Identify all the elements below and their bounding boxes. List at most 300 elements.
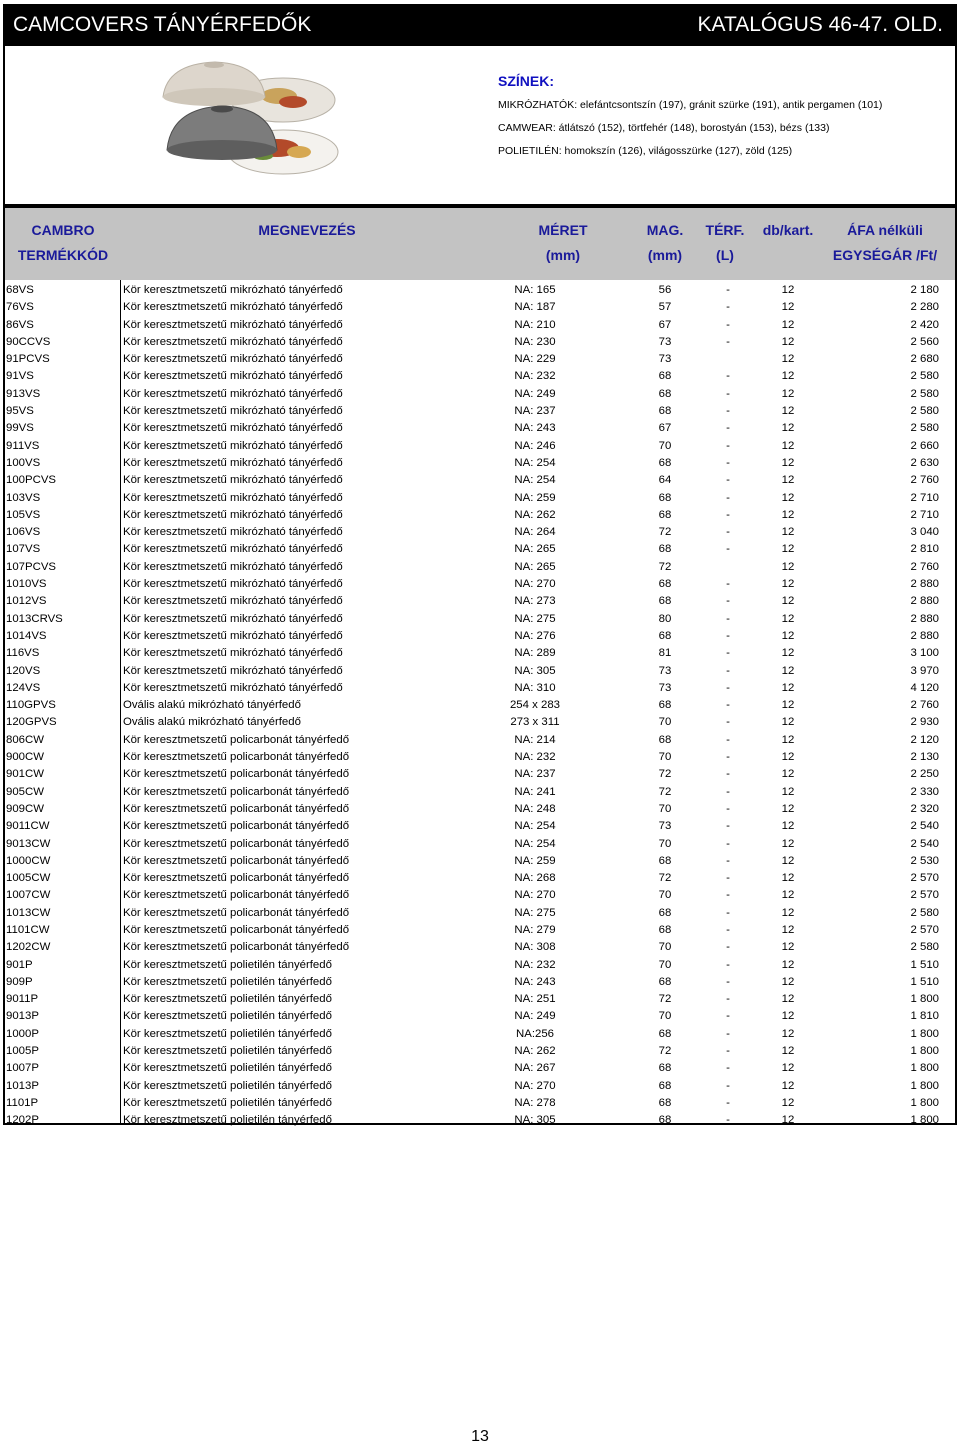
cell-vol: -	[726, 716, 730, 729]
cell-price: 2 540	[910, 820, 939, 833]
cell-price: 2 570	[910, 923, 939, 936]
cell-height: 73	[658, 820, 672, 833]
cell-vol: -	[726, 768, 730, 781]
cell-size: NA: 232	[514, 370, 556, 383]
cell-vol: -	[726, 387, 730, 400]
cell-qty: 12	[781, 578, 795, 591]
cell-qty: 12	[781, 1027, 795, 1040]
cell-height: 70	[658, 439, 672, 452]
cell-size: NA: 275	[514, 612, 556, 625]
cell-size: NA: 289	[514, 647, 556, 660]
table-row	[5, 680, 955, 697]
cell-name: Kör keresztmetszetű policarbonát tányérfedő	[123, 837, 350, 850]
header-price: ÁFA nélküli EGYSÉGÁR /Ft/	[832, 222, 938, 263]
cell-size: NA: 268	[514, 872, 556, 885]
cell-code: 124VS	[6, 681, 41, 694]
cell-name: Kör keresztmetszetű polietilén tányérfedő	[123, 975, 332, 988]
cell-price: 2 420	[910, 318, 939, 331]
cell-code: 91PCVS	[6, 353, 50, 366]
cell-name: Kör keresztmetszetű mikrózható tányérfedő	[123, 578, 343, 591]
cell-size: NA: 165	[514, 284, 556, 296]
cell-qty: 12	[781, 664, 795, 677]
cell-price: 1 800	[910, 1027, 939, 1040]
cell-qty: 12	[781, 1079, 795, 1092]
table-rows	[5, 282, 955, 1130]
table-row	[5, 1095, 955, 1112]
cell-code: 86VS	[6, 318, 34, 331]
plate-cover-image	[153, 52, 343, 182]
cell-size: NA:256	[516, 1027, 554, 1040]
cell-price: 4 120	[910, 681, 939, 694]
cell-qty: 12	[781, 906, 795, 919]
table-row	[5, 1008, 955, 1025]
cell-price: 2 580	[910, 387, 939, 400]
cell-size: NA: 265	[514, 560, 556, 573]
cell-name: Kör keresztmetszetű mikrózható tányérfedő	[123, 387, 343, 400]
cell-name: Kör keresztmetszetű polietilén tányérfedő	[123, 1062, 332, 1075]
cell-code: 9011CW	[6, 820, 50, 833]
table-row	[5, 576, 955, 593]
table-row	[5, 818, 955, 835]
cell-price: 2 530	[910, 854, 939, 867]
table-row	[5, 905, 955, 922]
cell-qty: 12	[781, 768, 795, 781]
cell-qty: 12	[781, 335, 795, 348]
cell-name: Kör keresztmetszetű mikrózható tányérfedő	[123, 422, 343, 435]
cell-qty: 12	[781, 543, 795, 556]
cell-qty: 12	[781, 820, 795, 833]
table-row	[5, 541, 955, 558]
cell-size: NA: 273	[514, 595, 556, 608]
table-row	[5, 472, 955, 489]
cell-price: 2 540	[910, 837, 939, 850]
cell-height: 68	[658, 370, 672, 383]
cell-qty: 12	[781, 1045, 795, 1058]
cell-name: Kör keresztmetszetű polietilén tányérfedő	[123, 1010, 332, 1023]
cell-size: 254 x 283	[509, 699, 561, 712]
cell-height: 68	[658, 1062, 672, 1075]
cell-size: NA: 237	[514, 405, 556, 418]
cell-qty: 12	[781, 1114, 795, 1127]
table-row	[5, 974, 955, 991]
cell-size: NA: 232	[514, 958, 556, 971]
cell-code: 900CW	[6, 751, 44, 764]
table-row	[5, 784, 955, 801]
cell-price: 2 760	[910, 699, 939, 712]
cell-qty: 12	[781, 751, 795, 764]
table-row	[5, 766, 955, 783]
cell-height: 70	[658, 751, 672, 764]
cell-code: 1014VS	[6, 629, 47, 642]
cell-price: 2 580	[910, 941, 939, 954]
table-row	[5, 368, 955, 385]
cell-qty: 12	[781, 958, 795, 971]
cell-size: NA: 259	[514, 491, 556, 504]
cell-vol: -	[726, 681, 730, 694]
cell-name: Kör keresztmetszetű polietilén tányérfedő	[123, 993, 332, 1006]
cell-name: Kör keresztmetszetű mikrózható tányérfedő	[123, 284, 343, 296]
cell-vol: -	[726, 491, 730, 504]
cell-qty: 12	[781, 595, 795, 608]
cell-name: Kör keresztmetszetű mikrózható tányérfedő	[123, 301, 343, 314]
cell-height: 68	[658, 508, 672, 521]
cell-size: NA: 243	[514, 975, 556, 988]
cell-qty: 12	[781, 716, 795, 729]
cell-price: 2 880	[910, 578, 939, 591]
cell-height: 73	[658, 681, 672, 694]
cell-code: 1005CW	[6, 872, 51, 885]
cell-size: NA: 276	[514, 629, 556, 642]
cell-qty: 12	[781, 284, 795, 296]
cell-height: 81	[658, 647, 672, 660]
title-bar	[3, 4, 957, 46]
table-row	[5, 490, 955, 507]
cell-height: 68	[658, 1079, 672, 1092]
cell-price: 1 810	[910, 1010, 939, 1023]
cell-height: 64	[658, 474, 672, 487]
cell-size: NA: 305	[514, 664, 556, 677]
cell-price: 1 800	[910, 1114, 939, 1127]
cell-code: 901CW	[6, 768, 44, 781]
cell-size: NA: 308	[514, 941, 556, 954]
cell-price: 2 320	[910, 802, 939, 815]
cell-name: Kör keresztmetszetű polietilén tányérfedő	[123, 1045, 332, 1058]
cell-height: 68	[658, 405, 672, 418]
cell-vol: -	[726, 975, 730, 988]
cell-name: Kör keresztmetszetű policarbonát tányérfedő	[123, 768, 350, 781]
cell-code: 1007CW	[6, 889, 51, 902]
table-row	[5, 957, 955, 974]
cell-code: 1000CW	[6, 854, 51, 867]
table-row	[5, 853, 955, 870]
cell-code: 68VS	[6, 284, 34, 296]
cell-qty: 12	[781, 647, 795, 660]
cell-qty: 12	[781, 854, 795, 867]
cell-price: 2 180	[910, 284, 939, 296]
cell-qty: 12	[781, 681, 795, 694]
table-row	[5, 1043, 955, 1060]
cell-qty: 12	[781, 318, 795, 331]
cell-qty: 12	[781, 802, 795, 815]
cell-code: 806CW	[6, 733, 44, 746]
cell-vol: -	[726, 439, 730, 452]
table-row	[5, 1060, 955, 1077]
cell-height: 68	[658, 543, 672, 556]
cell-qty: 12	[781, 422, 795, 435]
table-row	[5, 455, 955, 472]
cell-vol: -	[726, 1062, 730, 1075]
cell-size: NA: 264	[514, 526, 556, 539]
cell-code: 1101CW	[6, 923, 50, 936]
cell-height: 56	[658, 284, 672, 296]
cell-size: NA: 237	[514, 768, 556, 781]
cell-code: 9013CW	[6, 837, 51, 850]
cell-code: 105VS	[6, 508, 41, 521]
cell-vol: -	[726, 1027, 730, 1040]
colors-section	[498, 70, 882, 163]
cell-vol: -	[726, 543, 730, 556]
table-row	[5, 1026, 955, 1043]
table-row	[5, 663, 955, 680]
cell-qty: 12	[781, 439, 795, 452]
table-row	[5, 299, 955, 316]
cell-vol: -	[726, 785, 730, 798]
cell-height: 68	[658, 854, 672, 867]
cell-vol: -	[726, 1045, 730, 1058]
table-row	[5, 386, 955, 403]
table-row	[5, 1112, 955, 1129]
cell-height: 72	[658, 560, 672, 573]
cell-size: NA: 270	[514, 578, 556, 591]
cell-size: NA: 270	[514, 889, 556, 902]
cell-height: 68	[658, 578, 672, 591]
cell-size: NA: 210	[514, 318, 556, 331]
table-row	[5, 438, 955, 455]
cell-price: 2 630	[910, 456, 939, 469]
cell-vol: -	[726, 370, 730, 383]
cell-price: 1 800	[910, 1079, 939, 1092]
table-row	[5, 1078, 955, 1095]
cell-qty: 12	[781, 353, 795, 366]
cell-qty: 12	[781, 785, 795, 798]
cell-price: 2 580	[910, 370, 939, 383]
cell-height: 68	[658, 387, 672, 400]
cell-price: 2 580	[910, 906, 939, 919]
cell-height: 68	[658, 456, 672, 469]
cell-height: 72	[658, 993, 672, 1006]
cell-size: 273 x 311	[510, 716, 560, 729]
cell-size: NA: 305	[514, 1114, 556, 1127]
cell-vol: -	[726, 1096, 730, 1109]
header-name: MEGNEVEZÉS	[258, 222, 356, 238]
cell-code: 120GPVS	[6, 716, 57, 729]
table-row	[5, 334, 955, 351]
colors-line-camwear: CAMWEAR: átlátszó (152), törtfehér (148), borostyán (153), bézs (133)	[498, 122, 830, 134]
cell-vol: -	[726, 958, 730, 971]
page-title: CAMCOVERS TÁNYÉRFEDŐK	[13, 13, 312, 36]
cell-size: NA: 241	[514, 785, 556, 798]
cell-height: 70	[658, 958, 672, 971]
cell-vol: -	[726, 941, 730, 954]
cell-vol: -	[726, 456, 730, 469]
cell-name: Kör keresztmetszetű policarbonát tányérfedő	[123, 751, 350, 764]
cell-height: 73	[658, 335, 672, 348]
table-row	[5, 870, 955, 887]
cell-size: NA: 310	[514, 681, 556, 694]
cell-name: Ovális alakú mikrózható tányérfedő	[123, 699, 301, 712]
cell-name: Kör keresztmetszetű mikrózható tányérfedő	[123, 491, 343, 504]
cell-height: 68	[658, 923, 672, 936]
cell-qty: 12	[781, 301, 795, 314]
cell-qty: 12	[781, 872, 795, 885]
cell-name: Kör keresztmetszetű mikrózható tányérfedő	[123, 681, 343, 694]
cell-size: NA: 248	[514, 802, 556, 815]
cell-height: 68	[658, 629, 672, 642]
table-row	[5, 351, 955, 368]
cell-vol: -	[726, 854, 730, 867]
cell-height: 72	[658, 1045, 672, 1058]
cell-vol: -	[726, 526, 730, 539]
cell-price: 1 510	[910, 958, 939, 971]
cell-qty: 12	[781, 560, 795, 573]
cell-name: Kör keresztmetszetű policarbonát tányérfedő	[123, 802, 350, 815]
cell-price: 2 880	[910, 629, 939, 642]
cell-name: Kör keresztmetszetű polietilén tányérfedő	[123, 1027, 332, 1040]
cell-vol: -	[726, 612, 730, 625]
cell-name: Kör keresztmetszetű polietilén tányérfedő	[123, 958, 332, 971]
cell-code: 107VS	[6, 543, 41, 556]
cell-qty: 12	[781, 941, 795, 954]
cell-height: 72	[658, 872, 672, 885]
table-row	[5, 732, 955, 749]
cell-vol: -	[726, 578, 730, 591]
cell-name: Kör keresztmetszetű mikrózható tányérfedő	[123, 664, 343, 677]
table-row	[5, 836, 955, 853]
cell-vol: -	[726, 318, 730, 331]
cell-name: Kör keresztmetszetű mikrózható tányérfedő	[123, 370, 343, 383]
cell-vol: -	[726, 335, 730, 348]
cell-code: 116VS	[6, 647, 40, 660]
table-row	[5, 645, 955, 662]
cell-qty: 12	[781, 699, 795, 712]
cell-price: 1 800	[910, 1096, 939, 1109]
cell-price: 2 880	[910, 612, 939, 625]
cell-vol: -	[726, 837, 730, 850]
cell-price: 2 560	[910, 335, 939, 348]
table-row	[5, 749, 955, 766]
header-size: MÉRET (mm)	[538, 222, 588, 263]
cell-price: 1 510	[910, 975, 939, 988]
cell-price: 2 930	[910, 716, 939, 729]
cell-price: 2 680	[910, 353, 939, 366]
cell-price: 2 130	[910, 751, 939, 764]
cell-qty: 12	[781, 629, 795, 642]
table-row	[5, 559, 955, 576]
cell-qty: 12	[781, 491, 795, 504]
cell-height: 70	[658, 716, 672, 729]
cell-code: 103VS	[6, 491, 41, 504]
cell-vol: -	[726, 664, 730, 677]
cell-qty: 12	[781, 1096, 795, 1109]
cell-code: 1007P	[6, 1062, 39, 1075]
cell-name: Kör keresztmetszetű polietilén tányérfedő	[123, 1079, 332, 1092]
colors-line-polyethylene: POLIETILÉN: homokszín (126), világosszürke (127), zöld (125)	[498, 145, 793, 157]
cell-price: 2 570	[910, 872, 939, 885]
cell-code: 905CW	[6, 785, 44, 798]
cell-price: 2 280	[910, 301, 939, 314]
cell-name: Kör keresztmetszetű mikrózható tányérfedő	[123, 318, 343, 331]
cell-code: 1005P	[6, 1045, 39, 1058]
cell-vol: -	[726, 405, 730, 418]
table-row	[5, 593, 955, 610]
table-row	[5, 922, 955, 939]
cell-vol: -	[726, 872, 730, 885]
cell-qty: 12	[781, 612, 795, 625]
cell-vol: -	[726, 751, 730, 764]
header-divider	[3, 266, 957, 280]
cell-vol: -	[726, 1010, 730, 1023]
cell-price: 1 800	[910, 1045, 939, 1058]
cell-code: 100VS	[6, 456, 41, 469]
cell-price: 2 330	[910, 785, 939, 798]
cell-name: Kör keresztmetszetű policarbonát tányérfedő	[123, 941, 350, 954]
cell-name: Kör keresztmetszetű polietilén tányérfedő	[123, 1114, 332, 1127]
cell-height: 68	[658, 1027, 672, 1040]
cell-price: 2 660	[910, 439, 939, 452]
cell-code: 9013P	[6, 1010, 39, 1023]
cell-code: 1010VS	[6, 578, 47, 591]
cell-price: 2 710	[910, 491, 939, 504]
cell-name: Kör keresztmetszetű mikrózható tányérfedő	[123, 439, 343, 452]
cell-code: 1013CW	[6, 906, 51, 919]
cell-name: Kör keresztmetszetű mikrózható tányérfedő	[123, 560, 343, 573]
cell-size: NA: 243	[514, 422, 556, 435]
table-row	[5, 420, 955, 437]
table-row	[5, 714, 955, 731]
cell-vol: -	[726, 422, 730, 435]
header-height: MAG. (mm)	[646, 222, 684, 263]
cell-size: NA: 254	[514, 474, 556, 487]
table-row	[5, 611, 955, 628]
cell-code: 1202P	[6, 1114, 39, 1127]
cell-height: 68	[658, 699, 672, 712]
cell-size: NA: 251	[514, 993, 556, 1006]
table-row	[5, 991, 955, 1008]
cell-vol: -	[726, 1114, 730, 1127]
cell-name: Kör keresztmetszetű mikrózható tányérfedő	[123, 647, 343, 660]
cell-code: 909CW	[6, 802, 44, 815]
cell-height: 68	[658, 906, 672, 919]
cell-height: 70	[658, 1010, 672, 1023]
cell-vol: -	[726, 906, 730, 919]
cell-name: Kör keresztmetszetű mikrózható tányérfedő	[123, 474, 343, 487]
cell-price: 2 120	[910, 733, 939, 746]
cell-vol: -	[726, 301, 730, 314]
cell-name: Kör keresztmetszetű mikrózható tányérfedő	[123, 612, 343, 625]
cell-code: 1202CW	[6, 941, 51, 954]
cell-name: Kör keresztmetszetű mikrózható tányérfedő	[123, 629, 343, 642]
cell-price: 2 580	[910, 405, 939, 418]
cell-name: Kör keresztmetszetű mikrózható tányérfedő	[123, 543, 343, 556]
cell-height: 67	[658, 422, 672, 435]
cell-vol: -	[726, 647, 730, 660]
page-number: 13	[471, 1428, 489, 1445]
header-volume: TÉRF. (L)	[705, 222, 745, 263]
cell-name: Kör keresztmetszetű mikrózható tányérfedő	[123, 353, 343, 366]
cell-code: 1012VS	[6, 595, 47, 608]
cell-name: Kör keresztmetszetű policarbonát tányérfedő	[123, 733, 350, 746]
cell-code: 1000P	[6, 1027, 39, 1040]
cell-size: NA: 267	[514, 1062, 556, 1075]
cell-height: 72	[658, 768, 672, 781]
cell-price: 3 040	[910, 526, 939, 539]
cell-code: 909P	[6, 975, 33, 988]
cell-name: Kör keresztmetszetű mikrózható tányérfedő	[123, 595, 343, 608]
cell-height: 67	[658, 318, 672, 331]
cell-qty: 12	[781, 837, 795, 850]
cell-price: 2 760	[910, 560, 939, 573]
cell-vol: -	[726, 508, 730, 521]
cell-height: 68	[658, 1096, 672, 1109]
cell-name: Kör keresztmetszetű policarbonát tányérfedő	[123, 906, 350, 919]
cell-code: 76VS	[6, 301, 34, 314]
cell-price: 2 250	[910, 768, 939, 781]
cell-qty: 12	[781, 923, 795, 936]
table-row	[5, 317, 955, 334]
cell-code: 99VS	[6, 422, 34, 435]
cell-size: NA: 278	[514, 1096, 556, 1109]
cell-vol: -	[726, 733, 730, 746]
